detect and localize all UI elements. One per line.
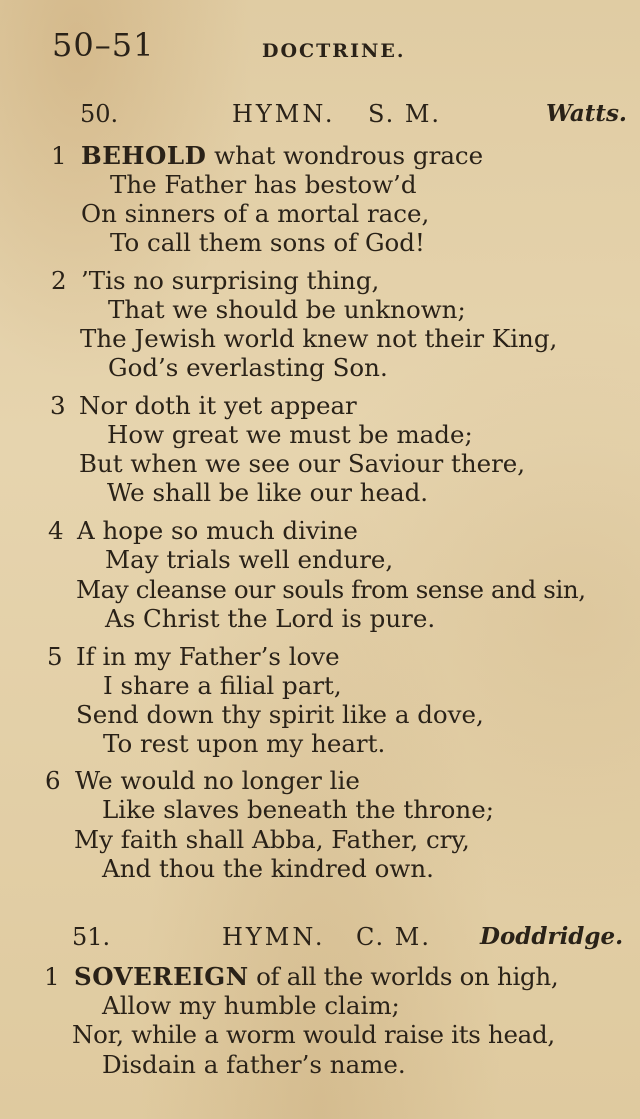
verse-line: On sinners of a mortal race,	[81, 199, 430, 228]
section-title: DOCTRINE.	[262, 40, 406, 62]
verse-line: To rest upon my heart.	[103, 729, 386, 758]
verse-line: And thou the kindred own.	[102, 854, 434, 883]
hymn-author: Doddridge.	[480, 923, 624, 950]
verse-number: 3	[50, 391, 66, 420]
verse-first-line: ’Tis no surprising thing,	[81, 266, 380, 295]
verse-line: Like slaves beneath the throne;	[102, 795, 494, 824]
verse-line: God’s everlasting Son.	[108, 353, 388, 382]
verse-number: 1	[51, 141, 67, 170]
verse-line: Disdain a father’s name.	[102, 1050, 406, 1079]
verse-number: 1	[44, 962, 60, 991]
hymn-meter: C. M.	[356, 923, 431, 951]
verse-line: How great we must be made;	[107, 420, 473, 449]
running-header	[52, 26, 612, 66]
verse-line: Nor, while a worm would raise its head,	[72, 1020, 555, 1049]
verse-first-line: Nor doth it yet appear	[79, 391, 357, 420]
verse-line: We shall be like our head.	[107, 478, 429, 507]
verse-number: 5	[47, 642, 63, 671]
verse-line: May cleanse our souls from sense and sin,	[76, 575, 586, 604]
verse-line: The Jewish world knew not their King,	[80, 324, 558, 353]
hymn-number: 51.	[72, 923, 111, 951]
verse-first-line: what wondrous grace	[206, 141, 484, 170]
verse-lead-word: BEHOLD	[81, 141, 207, 170]
verse-line: Allow my humble claim;	[102, 991, 400, 1020]
verse-line	[74, 962, 558, 991]
verse-line: As Christ the Lord is pure.	[105, 604, 436, 633]
verse-line: May trials well endure,	[105, 545, 394, 574]
hymn-label: HYMN.	[232, 100, 336, 128]
verse-line: But when we see our Saviour there,	[79, 449, 526, 478]
hymn-number: 50.	[80, 100, 119, 128]
verse-line: That we should be unknown;	[108, 295, 466, 324]
hymn-heading	[0, 100, 627, 134]
page-numbers: 50–51	[52, 26, 155, 64]
verse-number: 2	[51, 266, 67, 295]
verse-number: 4	[48, 516, 64, 545]
hymn-heading	[0, 923, 624, 957]
verse-line: Send down thy spirit like a dove,	[76, 700, 484, 729]
verse-line: The Father has bestow’d	[110, 170, 417, 199]
verse-first-line: of all the worlds on high,	[248, 962, 559, 991]
verse-lead-word: SOVEREIGN	[74, 962, 249, 991]
verse-number: 6	[45, 766, 61, 795]
verse-line	[81, 141, 483, 170]
verse-first-line: We would no longer lie	[75, 766, 360, 795]
verse-first-line: If in my Father’s love	[76, 642, 340, 671]
hymn-meter: S. M.	[368, 100, 442, 128]
verse-line: My faith shall Abba, Father, cry,	[74, 825, 470, 854]
hymn-label: HYMN.	[222, 923, 326, 951]
verse-first-line: A hope so much divine	[77, 516, 358, 545]
verse-line: To call them sons of God!	[110, 228, 425, 257]
hymn-author: Watts.	[546, 100, 627, 127]
verse-line: I share a filial part,	[103, 671, 342, 700]
